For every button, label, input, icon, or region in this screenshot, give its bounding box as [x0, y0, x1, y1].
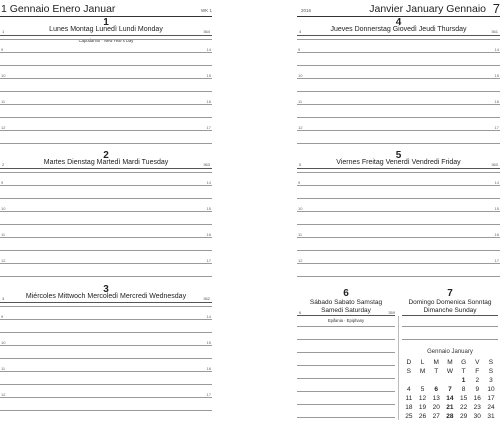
writing-line — [297, 365, 395, 366]
mini-calendar-title: Gennaio January — [427, 349, 473, 355]
calendar-cell: T — [461, 368, 466, 375]
hour-label: 10 — [298, 73, 303, 78]
calendar-week-row — [402, 376, 498, 385]
calendar-cell: 18 — [405, 404, 413, 411]
writing-line — [0, 143, 212, 144]
writing-line — [297, 130, 500, 131]
year-label: 2016 — [301, 8, 312, 13]
writing-line — [0, 224, 212, 225]
calendar-cell: 6 — [434, 386, 439, 393]
calendar-cell: 31 — [487, 413, 495, 420]
hour-label: 9 — [298, 47, 301, 52]
writing-line — [297, 143, 500, 144]
writing-line — [0, 130, 212, 131]
day-names-line1: Domingo Domenica Sonntag — [408, 299, 492, 306]
hour-label: 14 — [494, 180, 499, 185]
calendar-cell: W — [446, 368, 453, 375]
calendar-cell: 29 — [459, 413, 468, 420]
calendar-cell: 11 — [405, 395, 413, 402]
calendar-cell: S — [488, 368, 494, 375]
writing-line — [0, 345, 212, 346]
hour-label: 11 — [1, 232, 6, 237]
hour-label: 11 — [298, 232, 303, 237]
calendar-week-row — [402, 385, 498, 394]
calendar-cell: 14 — [446, 395, 454, 402]
hour-label: 16 — [206, 99, 211, 104]
day-block-4 — [297, 17, 500, 137]
calendar-cell: F — [475, 368, 480, 375]
calendar-cell: 16 — [473, 395, 481, 402]
writing-line — [297, 391, 395, 392]
hour-label: 10 — [298, 206, 303, 211]
sunday-block — [402, 289, 498, 315]
calendar-cell: 20 — [432, 404, 440, 411]
writing-line — [297, 263, 500, 264]
day-names: Lunes Montag Lunedì Lundi Monday — [49, 26, 163, 33]
day-rule — [0, 168, 212, 169]
writing-line — [297, 339, 395, 340]
calendar-cell: 23 — [473, 404, 481, 411]
writing-line — [297, 326, 395, 327]
left-page-title: 1 Gennaio Enero Januar — [1, 3, 116, 15]
writing-line — [0, 263, 212, 264]
writing-line — [297, 117, 500, 118]
week-number: 7 — [492, 1, 500, 16]
mini-calendar — [402, 349, 498, 421]
days-remaining: 361 — [491, 29, 498, 34]
calendar-cell: 1 — [461, 377, 466, 384]
day-rule — [297, 315, 395, 316]
writing-line — [297, 378, 395, 379]
day-names-line2: Dimanche Sunday — [423, 307, 477, 314]
calendar-cell: M — [433, 359, 439, 366]
right-page-title: Janvier January Gennaio — [369, 3, 486, 15]
holiday-note: Epifania · Epiphany — [327, 318, 365, 323]
writing-line — [297, 39, 500, 40]
hour-label: 10 — [1, 73, 6, 78]
calendar-cell: 30 — [473, 413, 481, 420]
calendar-cell: 28 — [446, 413, 454, 420]
hour-label: 16 — [206, 232, 211, 237]
calendar-cell: 15 — [459, 395, 468, 402]
day-number: 5 — [395, 150, 402, 161]
hour-label: 17 — [206, 125, 211, 130]
writing-line — [297, 224, 500, 225]
day-rule — [297, 168, 500, 169]
hour-label: 15 — [206, 73, 211, 78]
hour-label: 17 — [206, 258, 211, 263]
day-number: 1 — [103, 17, 109, 28]
calendar-cell: 17 — [487, 395, 495, 402]
calendar-cell: 13 — [432, 395, 440, 402]
hour-label: 15 — [494, 73, 499, 78]
calendar-cell: 10 — [487, 386, 495, 393]
writing-line — [297, 211, 500, 212]
writing-line — [297, 417, 395, 418]
hour-label: 12 — [1, 258, 6, 263]
hour-label: 12 — [298, 258, 303, 263]
writing-line — [297, 352, 395, 353]
writing-line — [297, 52, 500, 53]
day-rule — [297, 35, 500, 36]
writing-line — [0, 52, 212, 53]
writing-line — [0, 78, 212, 79]
hour-label: 16 — [494, 232, 499, 237]
hour-label: 10 — [1, 206, 6, 211]
day-rule — [0, 302, 212, 303]
day-number: 6 — [343, 288, 349, 299]
hour-label: 14 — [206, 180, 211, 185]
calendar-cell — [443, 376, 457, 385]
calendar-cell — [402, 376, 416, 385]
calendar-cell: 19 — [418, 404, 427, 411]
hour-label: 16 — [206, 366, 211, 371]
writing-line — [0, 276, 212, 277]
writing-line — [0, 65, 212, 66]
writing-line — [0, 319, 212, 320]
day-names: Miércoles Mittwoch Mercoledì Mercredi Wednesday — [25, 293, 187, 300]
writing-line — [0, 306, 212, 307]
calendar-week-row — [402, 403, 498, 412]
hour-label: 14 — [206, 314, 211, 319]
day-names-line1: Sábado Sabato Samstag — [309, 299, 383, 306]
hour-label: 9 — [1, 180, 4, 185]
calendar-cell — [416, 376, 430, 385]
calendar-cell: 21 — [446, 404, 454, 411]
calendar-cell: T — [434, 368, 439, 375]
writing-line — [0, 172, 212, 173]
days-remaining: 359 — [388, 310, 395, 315]
day-names-line2: Samedi Saturday — [321, 307, 371, 314]
writing-line — [297, 104, 500, 105]
calendar-cell: 2 — [475, 377, 480, 384]
writing-line — [0, 371, 212, 372]
calendar-cell — [429, 376, 443, 385]
writing-line — [297, 250, 500, 251]
calendar-cell: S — [406, 368, 412, 375]
day-rule — [402, 315, 498, 316]
calendar-cell: M — [447, 359, 453, 366]
calendar-cell: 25 — [405, 413, 413, 420]
day-block-5 — [297, 150, 500, 270]
calendar-cell: 26 — [418, 413, 427, 420]
day-number: 7 — [447, 288, 453, 299]
hour-label: 9 — [1, 314, 4, 319]
writing-line — [0, 104, 212, 105]
calendar-cell: 24 — [487, 404, 495, 411]
writing-line — [0, 332, 212, 333]
day-number: 3 — [103, 284, 109, 295]
writing-line — [297, 172, 500, 173]
hour-label: 9 — [1, 47, 4, 52]
left-page — [0, 0, 212, 421]
calendar-cell: 5 — [420, 386, 425, 393]
hour-label: 12 — [1, 392, 6, 397]
calendar-cell: 27 — [432, 413, 440, 420]
day-number: 2 — [103, 150, 109, 161]
day-names: Martes Dienstag Martedì Mardi Tuesday — [43, 159, 169, 166]
days-remaining: 362 — [203, 296, 210, 301]
weekend-divider — [398, 316, 399, 420]
hour-label: 17 — [206, 392, 211, 397]
writing-line — [297, 91, 500, 92]
writing-line — [0, 211, 212, 212]
days-remaining: 364 — [203, 29, 210, 34]
calendar-cell: G — [461, 359, 467, 366]
saturday-block — [297, 288, 395, 323]
writing-line — [0, 237, 212, 238]
calendar-weekday-header — [402, 358, 498, 367]
day-block-3 — [0, 284, 212, 404]
calendar-cell: 3 — [489, 377, 493, 384]
writing-line — [0, 384, 212, 385]
writing-line — [297, 65, 500, 66]
hour-label: 11 — [1, 366, 6, 371]
calendar-cell: 9 — [475, 386, 480, 393]
day-of-year: 5 — [299, 162, 302, 167]
calendar-cell: 4 — [407, 386, 411, 393]
day-block-1 — [0, 17, 212, 137]
hour-label: 12 — [1, 125, 6, 130]
days-remaining: 360 — [491, 162, 498, 167]
writing-line — [0, 185, 212, 186]
calendar-cell: D — [406, 359, 412, 366]
writing-line — [0, 358, 212, 359]
hour-label: 11 — [1, 99, 6, 104]
hour-label: 14 — [206, 47, 211, 52]
day-rule — [0, 35, 212, 36]
writing-line — [297, 78, 500, 79]
writing-line — [297, 404, 395, 405]
writing-line — [0, 410, 212, 411]
writing-line — [0, 117, 212, 118]
day-number: 4 — [395, 17, 402, 28]
hour-label: 17 — [494, 258, 499, 263]
calendar-cell: 7 — [448, 386, 452, 393]
calendar-week-row — [402, 412, 498, 421]
calendar-cell: 12 — [418, 395, 427, 402]
mini-calendar-grid — [402, 358, 498, 421]
calendar-week-row — [402, 394, 498, 403]
week-label: WK 1 — [200, 8, 212, 13]
writing-line — [297, 185, 500, 186]
calendar-cell: V — [475, 359, 480, 366]
day-of-year: 2 — [2, 162, 5, 167]
writing-line — [402, 339, 498, 340]
calendar-weekday-header — [402, 367, 498, 376]
day-names: Viernes Freitag Venerdì Vendredi Friday — [336, 159, 461, 166]
writing-line — [0, 397, 212, 398]
hour-label: 15 — [206, 206, 211, 211]
day-of-year: 1 — [2, 29, 5, 34]
day-names: Jueves Donnerstag Giovedì Jeudi Thursday — [330, 26, 467, 33]
writing-line — [0, 198, 212, 199]
hour-label: 11 — [298, 99, 303, 104]
writing-line — [0, 250, 212, 251]
writing-line — [297, 276, 500, 277]
calendar-cell: M — [419, 368, 426, 375]
writing-line — [402, 326, 498, 327]
writing-line — [0, 91, 212, 92]
day-of-year: 3 — [2, 296, 5, 301]
calendar-cell: L — [420, 359, 425, 366]
writing-line — [0, 39, 212, 40]
day-block-2 — [0, 150, 212, 270]
calendar-cell: 22 — [459, 404, 468, 411]
hour-label: 12 — [298, 125, 303, 130]
hour-label: 14 — [494, 47, 499, 52]
hour-label: 17 — [494, 125, 499, 130]
holiday-note: Capodanno · New Year's Day — [78, 38, 134, 43]
writing-line — [297, 237, 500, 238]
hour-label: 15 — [206, 340, 211, 345]
writing-line — [297, 198, 500, 199]
calendar-cell: 8 — [461, 386, 466, 393]
hour-label: 15 — [494, 206, 499, 211]
hour-label: 10 — [1, 340, 6, 345]
day-of-year: 4 — [299, 29, 302, 34]
day-of-year: 6 — [299, 310, 302, 315]
hour-label: 9 — [298, 180, 301, 185]
calendar-cell: S — [488, 359, 494, 366]
hour-label: 16 — [494, 99, 499, 104]
days-remaining: 363 — [203, 162, 210, 167]
